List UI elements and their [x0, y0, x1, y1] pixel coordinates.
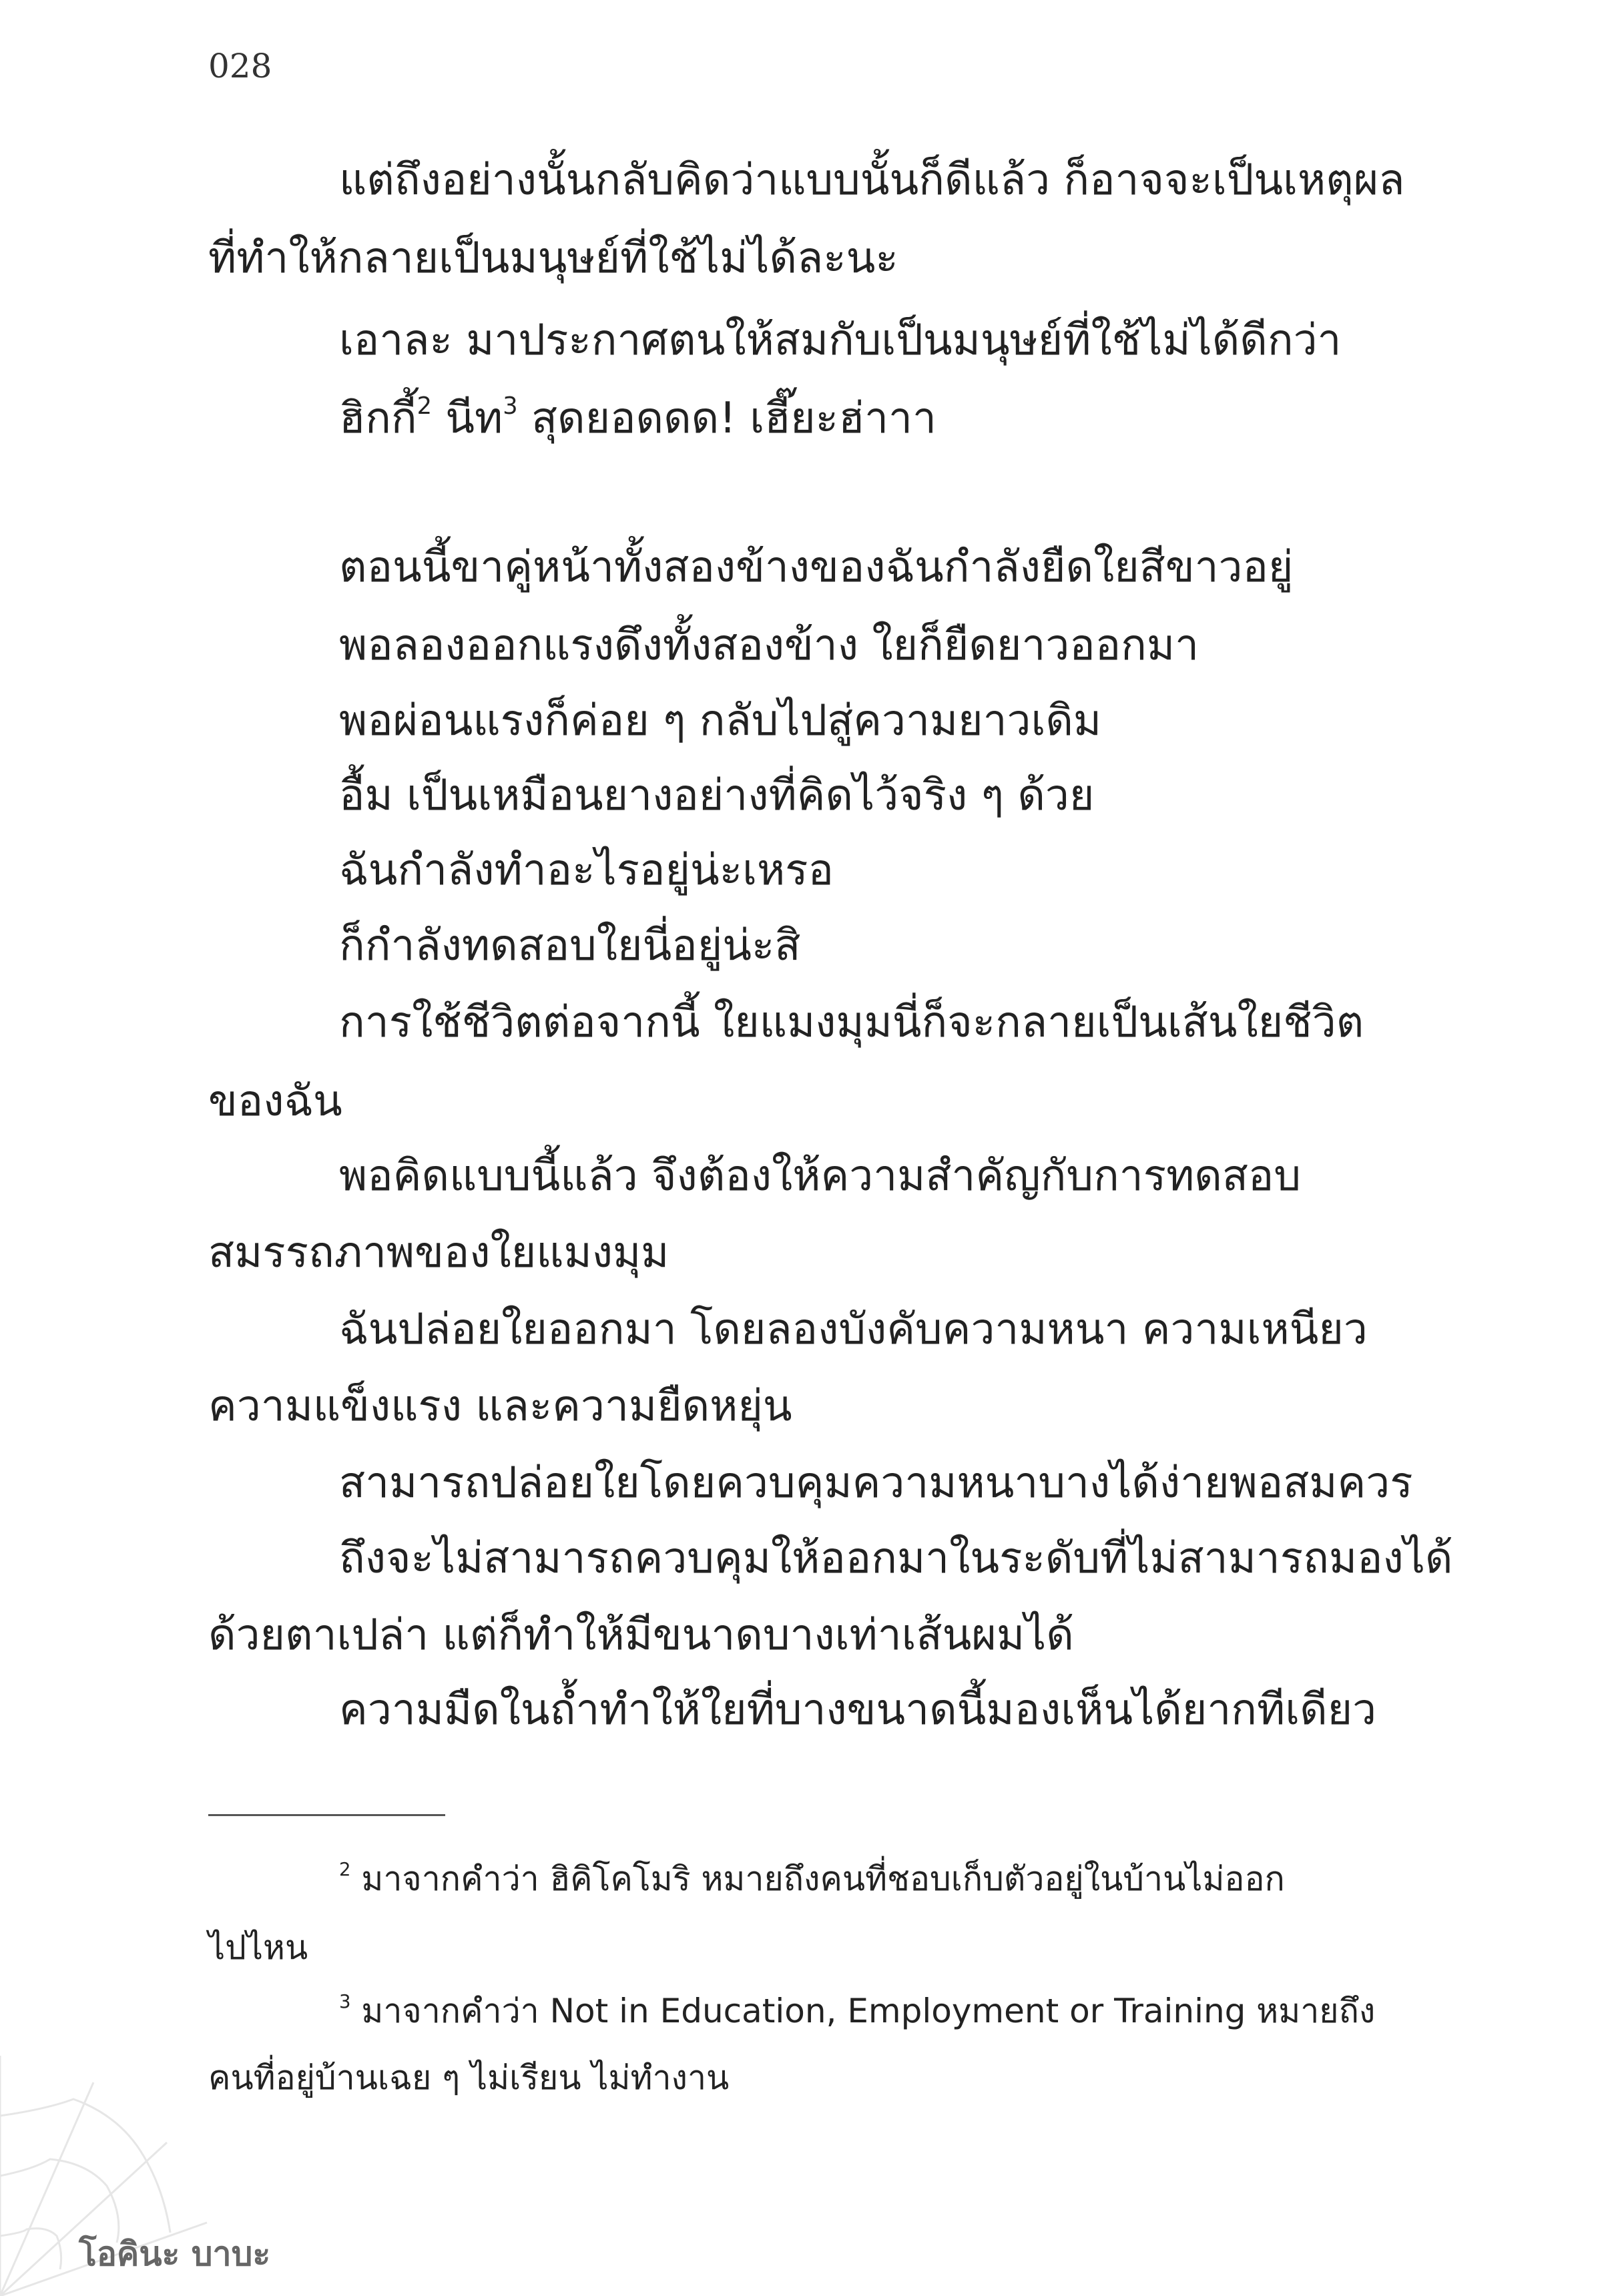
page-number: 028 — [208, 47, 272, 85]
footnote-2 — [339, 1859, 1285, 1898]
body-line: เอาละ มาประกาศตนให้สมกับเป็นมนุษย์ที่ใช้ไม่ได้ดีกว่า — [339, 316, 1342, 365]
footnote-marker: 2 — [339, 1859, 351, 1880]
footnote-text: มาจากคำว่า ฮิคิโคโมริ หมายถึงคนที่ชอบเก็บตัวอยู่ในบ้านไม่ออก — [350, 1859, 1285, 1898]
body-line: ฉันกำลังทำอะไรอยู่น่ะเหรอ — [339, 846, 834, 895]
body-line: ถึงจะไม่สามารถควบคุมให้ออกมาในระดับที่ไม่สามารถมองได้ — [339, 1534, 1453, 1583]
body-line: ก็กำลังทดสอบใยนี่อยู่น่ะสิ — [339, 921, 801, 970]
footnote-marker: 3 — [339, 1991, 351, 2012]
body-line: ความแข็งแรง และความยืดหยุ่น — [208, 1382, 792, 1431]
body-line: ที่ทำให้กลายเป็นมนุษย์ที่ใช้ไม่ได้ละนะ — [208, 234, 898, 283]
footnote-ref-3: 3 — [503, 392, 518, 420]
body-line: พอลองออกแรงดึงทั้งสองข้าง ใยก็ยืดยาวออกมา — [339, 621, 1199, 670]
footnote-3 — [339, 1991, 1376, 2030]
body-line: ตอนนี้ขาคู่หน้าทั้งสองข้างของฉันกำลังยืดใยสีขาวอยู่ — [339, 543, 1294, 592]
body-line: สมรรถภาพของใยแมงมุม — [208, 1228, 669, 1277]
body-line: แต่ถึงอย่างนั้นกลับคิดว่าแบบนั้นก็ดีแล้ว ก็อาจจะเป็นเหตุผล — [339, 156, 1405, 205]
footnote-ref-2: 2 — [417, 392, 432, 420]
author-name: โอคินะ บาบะ — [79, 2235, 271, 2273]
body-line: ฉันปล่อยใยออกมา โดยลองบังคับความหนา ความเหนียว — [339, 1305, 1368, 1354]
footnote-text: มาจากคำว่า Not in Education, Employment or Training หมายถึง — [350, 1992, 1376, 2030]
body-line: ของฉัน — [208, 1077, 342, 1126]
footnote-2-cont: ไปไหน — [208, 1928, 308, 1967]
body-line: พอผ่อนแรงก็ค่อย ๆ กลับไปสู่ความยาวเดิม — [339, 696, 1102, 746]
body-line: การใช้ชีวิตต่อจากนี้ ใยแมงมุมนี่ก็จะกลายเป็นเส้นใยชีวิต — [339, 998, 1364, 1047]
body-line: พอคิดแบบนี้แล้ว จึงต้องให้ความสำคัญกับการทดสอบ — [339, 1151, 1301, 1201]
footnote-3-cont: คนที่อยู่บ้านเฉย ๆ ไม่เรียน ไม่ทำงาน — [208, 2058, 730, 2097]
body-line: สามารถปล่อยใยโดยควบคุมความหนาบางได้ง่ายพอสมควร — [339, 1458, 1413, 1508]
text-segment: ฮิกกี้ — [339, 394, 417, 443]
body-line: ด้วยตาเปล่า แต่ก็ทำให้มีขนาดบางเท่าเส้นผมได้ — [208, 1611, 1074, 1660]
text-segment: นีท — [431, 394, 503, 443]
body-line-with-footnote-refs — [339, 392, 936, 443]
body-line: อื้ม เป็นเหมือนยางอย่างที่คิดไว้จริง ๆ ด้วย — [339, 771, 1095, 820]
body-line: ความมืดในถ้ำทำให้ใยที่บางขนาดนี้มองเห็นได้ยากทีเดียว — [339, 1685, 1377, 1735]
text-segment: สุดยอดดด! เฮี๊ยะฮ่าาา — [517, 394, 936, 443]
footnote-divider — [208, 1814, 445, 1816]
